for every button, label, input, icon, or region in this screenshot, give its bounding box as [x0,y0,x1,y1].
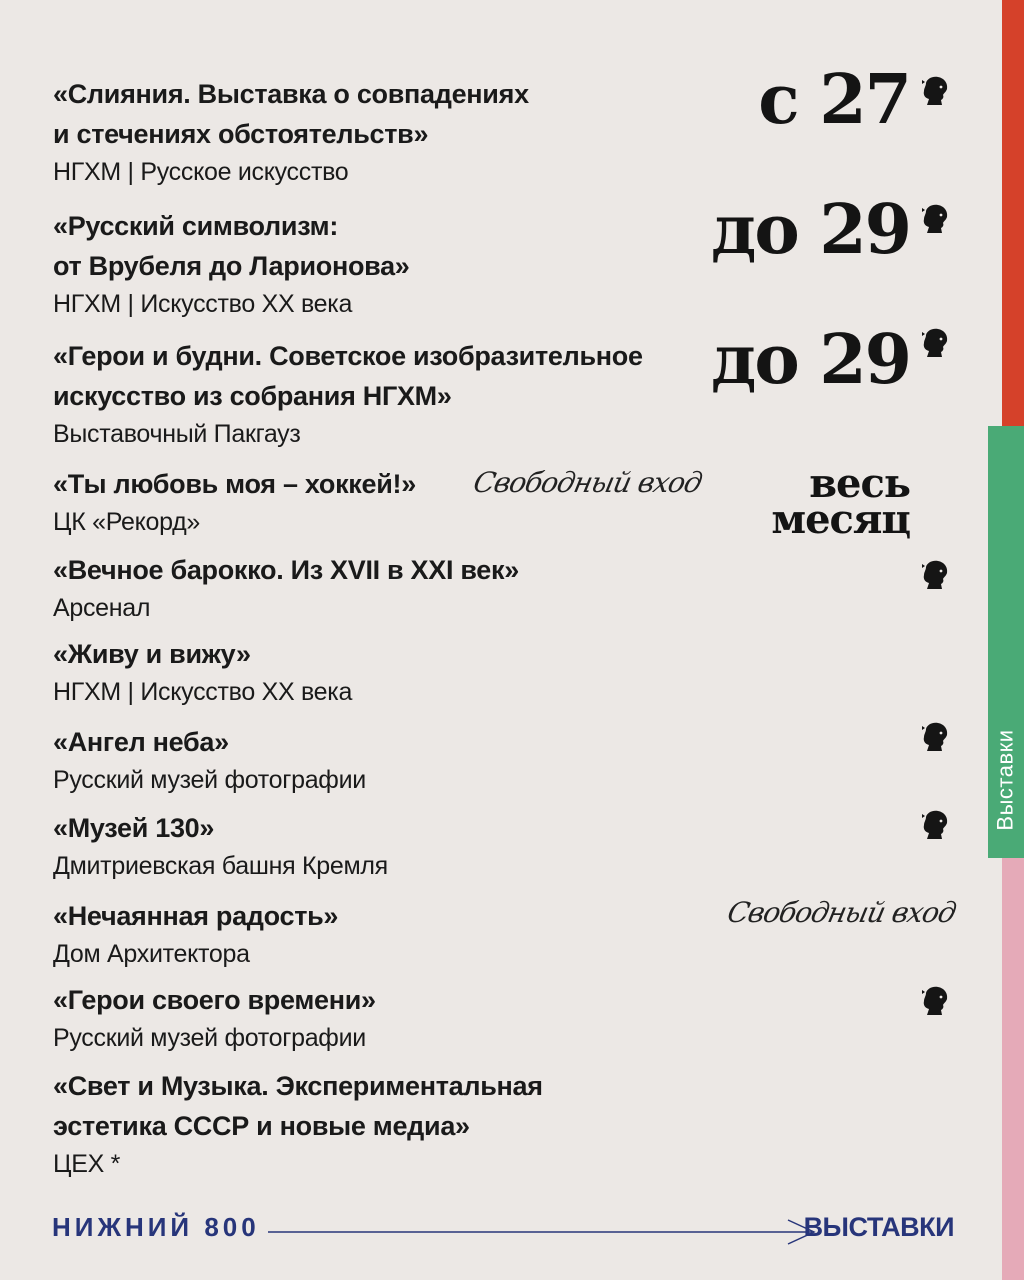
event-item [53,896,713,972]
section-title: ВЫСТАВКИ [803,1212,954,1242]
event-title: «Герои и будни. Советское изобразительное искусство из собрания НГХМ» [53,341,643,411]
event-title: «Музей 130» [53,813,215,843]
pushkin-card-icon [918,326,952,360]
event-venue: ЦК «Рекорд» [53,508,201,536]
section-side-label: Выставки [993,729,1018,831]
pushkin-card-icon [918,720,952,754]
event-item [53,980,713,1056]
arrow-right-icon [268,1218,818,1246]
event-venue: Русский музей фотографии [53,766,366,794]
event-item [53,74,713,190]
event-date: весь месяц [771,460,910,543]
event-venue: Русский музей фотографии [53,1024,366,1052]
event-date: до 29 [711,190,910,270]
event-item [53,550,713,626]
event-title: «Ангел неба» [53,727,229,757]
event-venue: Дмитриевская башня Кремля [53,852,388,880]
event-title: «Русский символизм: от Врубеля до Ларионова» [53,211,410,281]
pushkin-card-icon [918,558,952,592]
pushkin-card-icon [918,984,952,1018]
event-date: до 29 [711,320,910,400]
event-venue: НГХМ | Русское искусство [53,158,349,186]
event-title: «Живу и вижу» [53,639,251,669]
pushkin-card-icon [918,74,952,108]
event-title: «Вечное барокко. Из XVII в XXI век» [53,555,519,585]
event-title: «Свет и Музыка. Экспериментальная эстетика СССР и новые медиа» [53,1071,543,1141]
event-item [53,808,713,884]
event-item [53,464,473,540]
event-item [53,206,713,322]
accent-stripe-red [1002,0,1024,426]
event-venue: Дом Архитектора [53,940,250,968]
event-venue: Выставочный Пакгауз [53,420,301,448]
event-title: «Слияния. Выставка о совпадениях и стечениях обстоятельств» [53,79,529,149]
pushkin-card-icon [918,202,952,236]
event-item [53,1066,713,1182]
free-entry-label: Свободный вход [470,466,705,499]
brand-logo: НИЖНИЙ 800 [52,1212,260,1242]
event-item [53,336,713,452]
event-venue: ЦЕХ * [53,1150,121,1178]
event-date: с 27 [758,60,910,140]
event-venue: НГХМ | Искусство ХХ века [53,290,353,318]
event-title: «Ты любовь моя – хоккей!» [53,469,416,499]
free-entry-label: Свободный вход [724,896,959,929]
event-venue: Арсенал [53,594,151,622]
accent-stripe-pink [1002,858,1024,1280]
event-title: «Нечаянная радость» [53,901,339,931]
event-item [53,634,713,710]
event-title: «Герои своего времени» [53,985,376,1015]
pushkin-card-icon [918,808,952,842]
event-item [53,722,713,798]
event-venue: НГХМ | Искусство ХХ века [53,678,353,706]
